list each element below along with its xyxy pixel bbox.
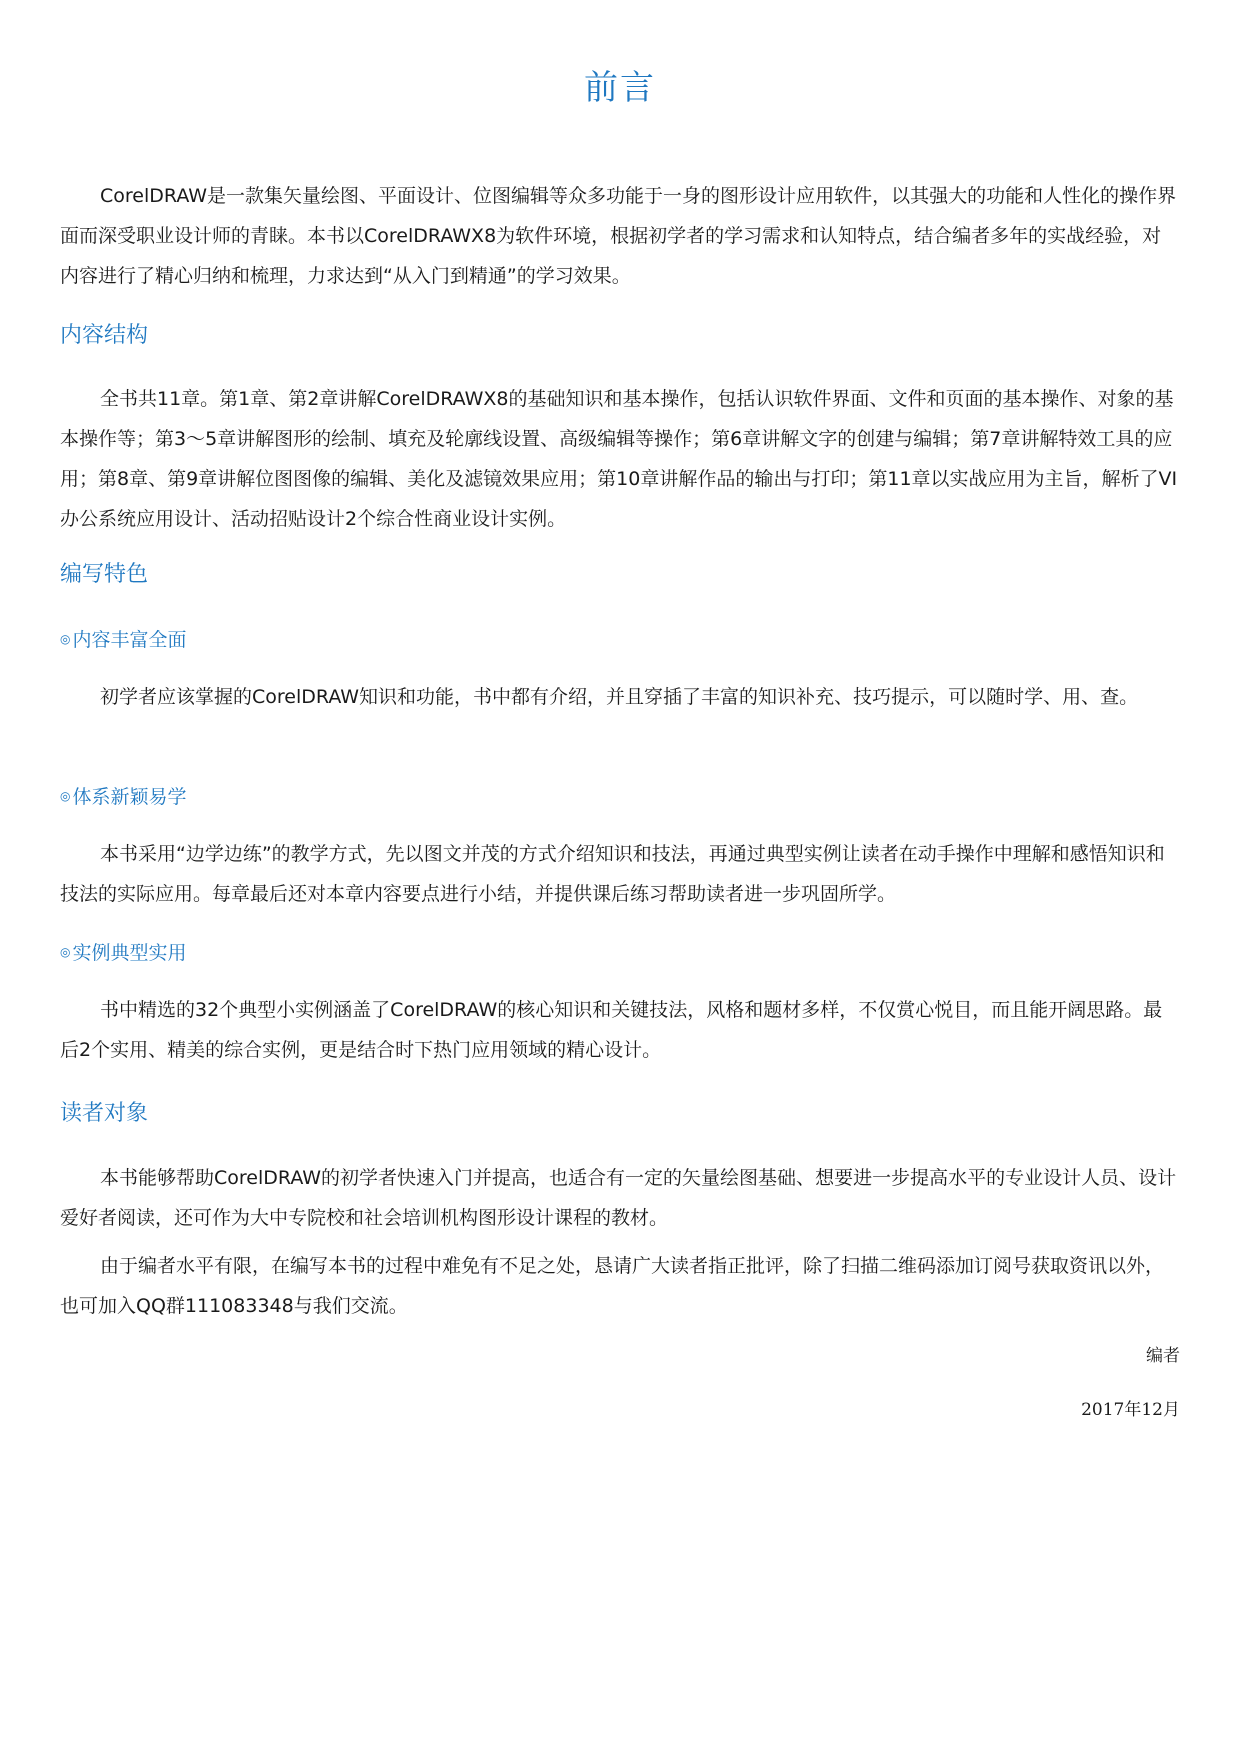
- feature-title-1-text: 内容丰富全面: [72, 629, 187, 651]
- structure-paragraph: 全书共11章。第1章、第2章讲解CorelDRAWX8的基础知识和基本操作，包括认识软件界面、文件和页面的基本操作、对象的基本操作等；第3～5章讲解图形的绘制、填充及轮廓线设置、高级编辑等操作；第6章讲解文字的创建与编辑；第7章讲解特效工具的应用；第8章、第9章讲解位图图像的编辑、美化及滤镜效果应用；第10章讲解作品的输出与打印；第11章以实战应用为主旨，解析了VI办公系统应用设计、活动招贴设计2个综合性商业设计实例。: [60, 388, 1178, 530]
- feature-title-3: [60, 938, 187, 967]
- signature-date: 2017年12月: [1081, 1400, 1180, 1420]
- preface-page: [60, 0, 1180, 1755]
- signature-author: 编者: [1146, 1346, 1180, 1366]
- readers-paragraph: 本书能够帮助CorelDRAW的初学者快速入门并提高，也适合有一定的矢量绘图基础、想要进一步提高水平的专业设计人员、设计爱好者阅读，还可作为大中专院校和社会培训机构图形设计课程的教材。: [60, 1167, 1177, 1229]
- closing-paragraph: 由于编者水平有限，在编写本书的过程中难免有不足之处，恳请广大读者指正批评，除了扫描二维码添加订阅号获取资讯以外，也可加入QQ群111083348与我们交流。: [60, 1255, 1165, 1317]
- circle-bullet-icon: ◎: [60, 945, 71, 959]
- feature-title-2: [60, 782, 187, 811]
- circle-bullet-icon: ◎: [60, 789, 71, 803]
- feature-title-3-text: 实例典型实用: [72, 942, 187, 964]
- page-title: 前言: [584, 68, 656, 108]
- feature-paragraph-2: 本书采用“边学边练”的教学方式，先以图文并茂的方式介绍知识和技法，再通过典型实例让读者在动手操作中理解和感悟知识和技法的实际应用。每章最后还对本章内容要点进行小结，并提供课后练习帮助读者进一步巩固所学。: [60, 843, 1165, 905]
- section-heading-features: 编写特色: [60, 562, 149, 587]
- intro-paragraph: CorelDRAW是一款集矢量绘图、平面设计、位图编辑等众多功能于一身的图形设计应用软件，以其强大的功能和人性化的操作界面而深受职业设计师的青睐。本书以CorelDRAWX8为软件环境，根据初学者的学习需求和认知特点，结合编者多年的实战经验，对内容进行了精心归纳和梳理，力求达到“从入门到精通”的学习效果。: [60, 185, 1177, 287]
- feature-title-1: [60, 625, 187, 654]
- feature-paragraph-3: 书中精选的32个典型小实例涵盖了CorelDRAW的核心知识和关键技法，风格和题材多样，不仅赏心悦目，而且能开阔思路。最后2个实用、精美的综合实例，更是结合时下热门应用领域的精心设计。: [60, 999, 1163, 1061]
- feature-title-2-text: 体系新颖易学: [72, 786, 187, 808]
- section-heading-structure: 内容结构: [60, 323, 149, 348]
- circle-bullet-icon: ◎: [60, 632, 71, 646]
- feature-paragraph-1: 初学者应该掌握的CorelDRAW知识和功能，书中都有介绍，并且穿插了丰富的知识补充、技巧提示，可以随时学、用、查。: [100, 686, 1139, 708]
- section-heading-readers: 读者对象: [60, 1101, 149, 1126]
